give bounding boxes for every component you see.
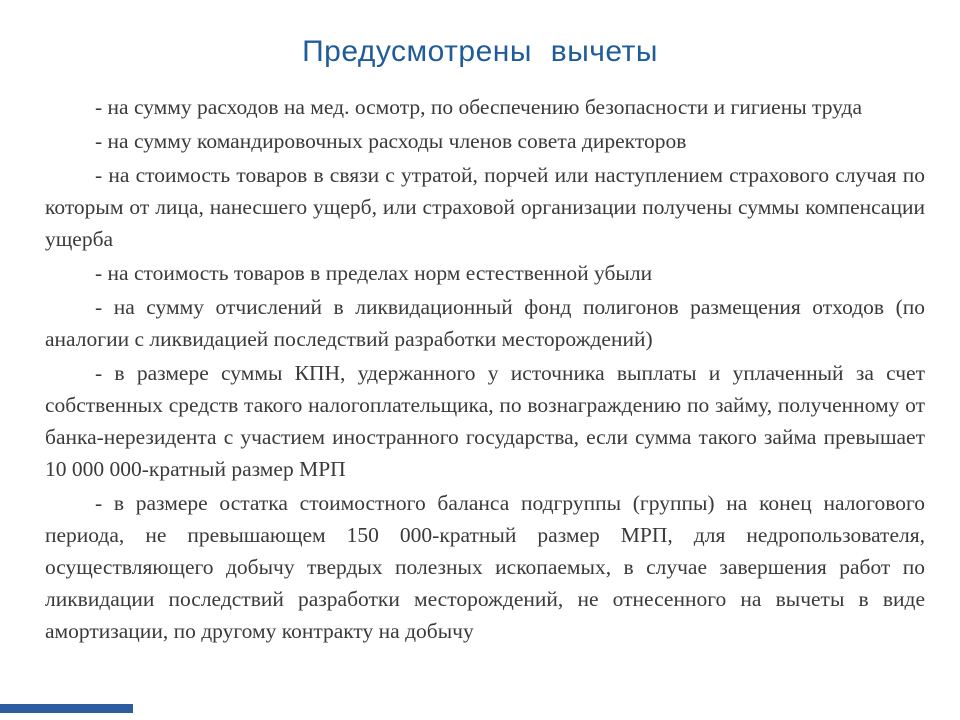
accent-bar bbox=[0, 704, 133, 713]
bullet-paragraph: - на стоимость товаров в пределах норм естественной убыли bbox=[95, 261, 653, 285]
bullet-paragraph: - на сумму расходов на мед. осмотр, по обеспечению безопасности и гигиены труда bbox=[95, 95, 863, 119]
slide-body bbox=[45, 91, 925, 647]
bullet-paragraph: - на сумму командировочных расходы членов совета директоров bbox=[95, 129, 687, 153]
bullet-paragraph: - в размере остатка стоимостного баланса подгруппы (группы) на конец налогового периода, не превышающем 150 000-кратный размер МРП, для недропользователя, осуществляющего добычу твердых полезных ископаемых, в случае завершения работ по ликвидации последствий разработки месторождений, не отнесенного на вычеты в виде амортизации, по другому контракту на добычу bbox=[45, 491, 925, 643]
bullet-paragraph: - на сумму отчислений в ликвидационный фонд полигонов размещения отходов (по аналогии с ликвидацией последствий разработки месторождений) bbox=[45, 295, 925, 351]
bullet-paragraph: - в размере суммы КПН, удержанного у источника выплаты и уплаченный за счет собственных средств такого налогоплательщика, по вознаграждению по займу, полученному от банка-нерезидента с участием иностранного государства, если сумма такого займа превышает 10 000 000-кратный размер МРП bbox=[45, 361, 925, 481]
bullet-paragraph: - на стоимость товаров в связи с утратой, порчей или наступлением страхового случая по которым от лица, нанесшего ущерб, или страховой организации получены суммы компенсации ущерба bbox=[45, 163, 925, 251]
slide-title: Предусмотрены вычеты bbox=[302, 35, 658, 68]
